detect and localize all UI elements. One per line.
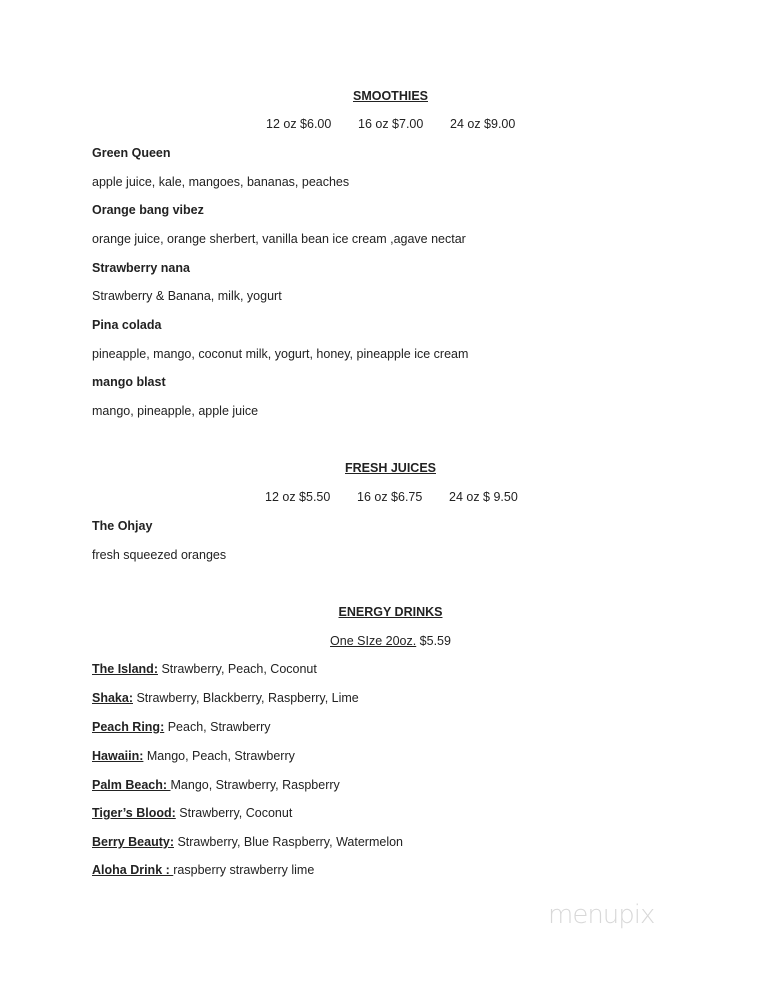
- item-desc: Mango, Strawberry, Raspberry: [170, 778, 340, 792]
- smoothie-price-12oz: 12 oz $6.00: [266, 117, 332, 131]
- smoothie-price-16oz: 16 oz $7.00: [358, 117, 424, 131]
- juices-heading: FRESH JUICES: [345, 461, 436, 475]
- juice-price-24oz: 24 oz $ 9.50: [449, 490, 518, 504]
- energy-heading: ENERGY DRINKS: [338, 605, 443, 619]
- item-desc: pineapple, mango, coconut milk, yogurt, honey, pineapple ice cream: [92, 347, 469, 361]
- item-name: Peach Ring:: [92, 720, 165, 734]
- item-desc: Strawberry, Coconut: [175, 806, 293, 820]
- energy-item: [92, 805, 292, 821]
- item-desc: mango, pineapple, apple juice: [92, 404, 259, 418]
- item-name: Shaka:: [92, 691, 133, 705]
- item-name: Tiger’s Blood:: [92, 806, 176, 820]
- item-name: Palm Beach:: [92, 778, 171, 792]
- item-desc: Mango, Peach, Strawberry: [143, 749, 295, 763]
- energy-item: [92, 748, 295, 764]
- item-name: mango blast: [92, 375, 166, 389]
- smoothies-heading: SMOOTHIES: [352, 89, 428, 103]
- item-name: Orange bang vibez: [92, 203, 204, 217]
- juice-price-16oz: 16 oz $6.75: [357, 490, 423, 504]
- item-desc: apple juice, kale, mangoes, bananas, peaches: [92, 175, 350, 189]
- energy-item: [92, 661, 317, 677]
- item-desc: raspberry strawberry lime: [173, 863, 315, 877]
- item-name: Berry Beauty:: [92, 835, 174, 849]
- size-price: $5.59: [416, 634, 451, 648]
- item-name: Green Queen: [92, 146, 171, 160]
- energy-item: [92, 719, 271, 735]
- item-desc: Peach, Strawberry: [164, 720, 271, 734]
- item-desc: Strawberry, Blue Raspberry, Watermelon: [173, 835, 403, 849]
- item-desc: fresh squeezed oranges: [92, 548, 227, 562]
- item-desc: Strawberry, Peach, Coconut: [157, 662, 317, 676]
- energy-item: [92, 690, 359, 706]
- smoothie-price-24oz: 24 oz $9.00: [450, 117, 516, 131]
- item-name: Hawaiin:: [92, 749, 144, 763]
- watermark-logo: menupix: [548, 900, 655, 930]
- item-name: The Ohjay: [92, 519, 153, 533]
- energy-item: [92, 777, 340, 793]
- item-name: Pina colada: [92, 318, 162, 332]
- item-name: The Island:: [92, 662, 158, 676]
- energy-item: [92, 834, 403, 850]
- item-desc: Strawberry & Banana, milk, yogurt: [92, 289, 282, 303]
- energy-item: [92, 862, 314, 878]
- item-name: Strawberry nana: [92, 261, 190, 275]
- energy-size: [0, 633, 781, 649]
- juice-price-12oz: 12 oz $5.50: [265, 490, 331, 504]
- size-label: One SIze 20oz.: [330, 634, 417, 648]
- item-desc: Strawberry, Blackberry, Raspberry, Lime: [133, 691, 359, 705]
- item-name: Aloha Drink :: [92, 863, 174, 877]
- item-desc: orange juice, orange sherbert, vanilla bean ice cream ,agave nectar: [92, 232, 466, 246]
